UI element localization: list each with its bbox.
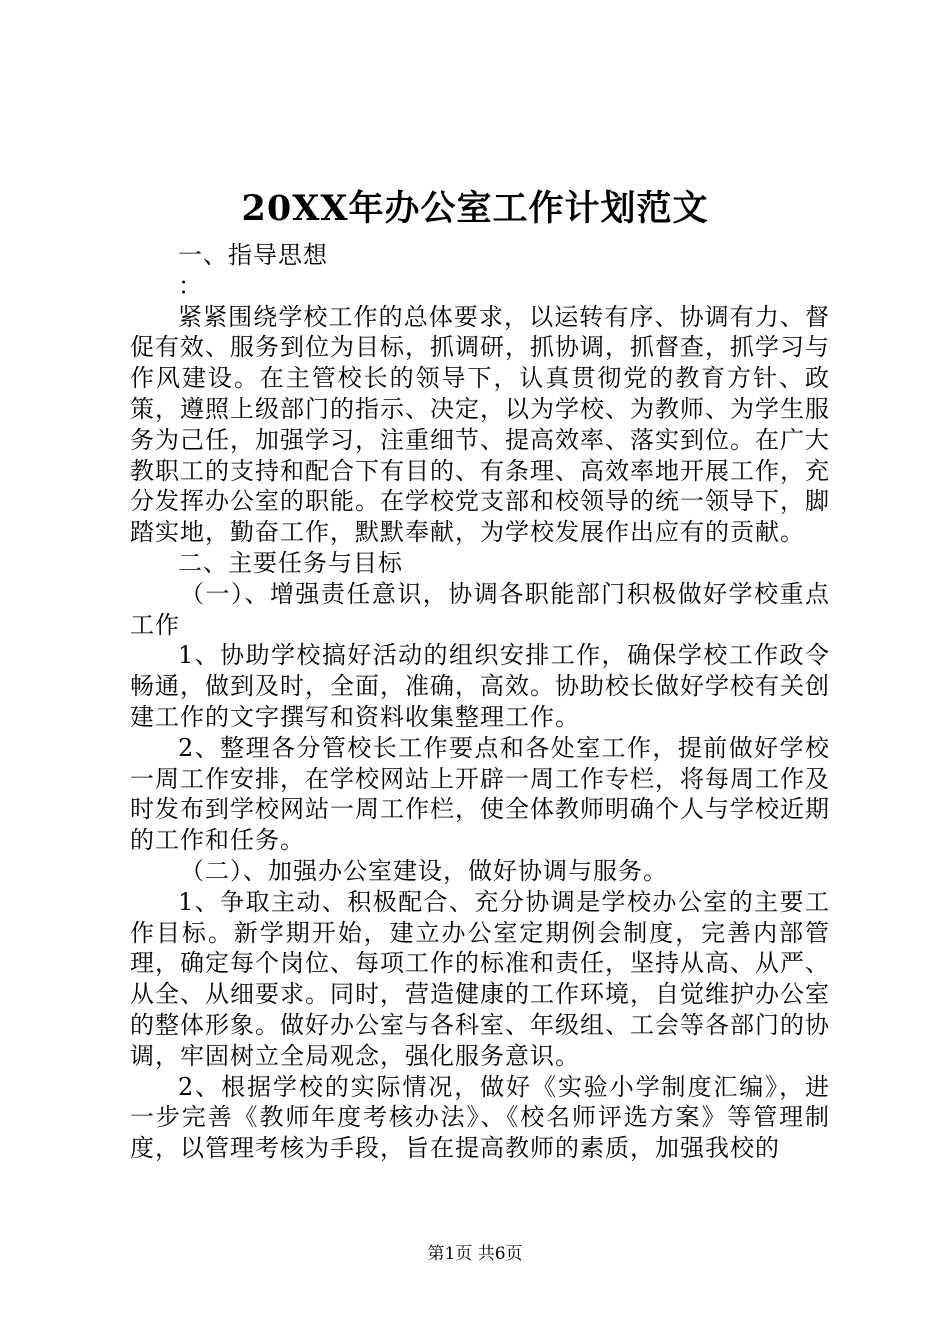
document-title: 20XX年办公室工作计划范文 — [241, 188, 709, 229]
paragraph-task-2-2: 2、根据学校的实际情况，做好《实验小学制度汇编》，进一步完善《教师年度考核办法》、《校名师评选方案》等管理制度，以管理考核为手段，旨在提高教师的素质，加强我校的 — [130, 1072, 830, 1163]
subsection-heading-2: （二）、加强办公室建设，做好协调与服务。 — [180, 856, 668, 885]
section-heading-main-tasks: 二、主要任务与目标 — [178, 548, 403, 577]
paragraph-task-1-1: 1、协助学校搞好活动的组织安排工作，确保学校工作政令畅通，做到及时，全面，准确，高效。协助校长做好学校有关创建工作的文字撰写和资料收集整理工作。 — [130, 641, 830, 731]
document-body — [130, 240, 830, 1164]
paragraph-task-1-2: 2、整理各分管校长工作要点和各处室工作，提前做好学校一周工作安排，在学校网站上开辟一周工作专栏，将每周工作及时发布到学校网站一周工作栏，使全体教师明确个人与学校近期的工作和任务。 — [130, 733, 830, 855]
page-footer: 第1页 共6页 — [427, 1244, 523, 1264]
paragraph-task-2-1: 1、争取主动、积极配合、充分协调是学校办公室的主要工作目标。新学期开始，建立办公室定期例会制度，完善内部管理，确定每个岗位、每项工作的标准和责任，坚持从高、从严、从全、从细要求。同时，营造健康的工作环境，自觉维护办公室的整体形象。做好办公室与各科室、年级组、工会等各部门的协调，牢固树立全局观念，强化服务意识。 — [130, 887, 830, 1070]
paragraph-guiding-content: 紧紧围绕学校工作的总体要求，以运转有序、协调有力、督促有效、服务到位为目标，抓调研，抓协调，抓督查，抓学习与作风建设。在主管校长的领导下，认真贯彻党的教育方针、政策，遵照上级部门的指示、决定，以为学校、为教师、为学生服务为己任，加强学习，注重细节、提高效率、落实到位。在广大教职工的支持和配合下有目的、有条理、高效率地开展工作，充分发挥办公室的职能。在学校党支部和校领导的统一领导下，脚踏实地，勤奋工作，默默奉献，为学校发展作出应有的贡献。 — [130, 302, 830, 547]
section-heading-guiding-thought: 一、指导思想 — [178, 241, 328, 269]
subsection-heading-1: （一）、增强责任意识，协调各职能部门积极做好学校重点工作 — [130, 579, 830, 639]
colon-line: ： — [178, 271, 203, 300]
